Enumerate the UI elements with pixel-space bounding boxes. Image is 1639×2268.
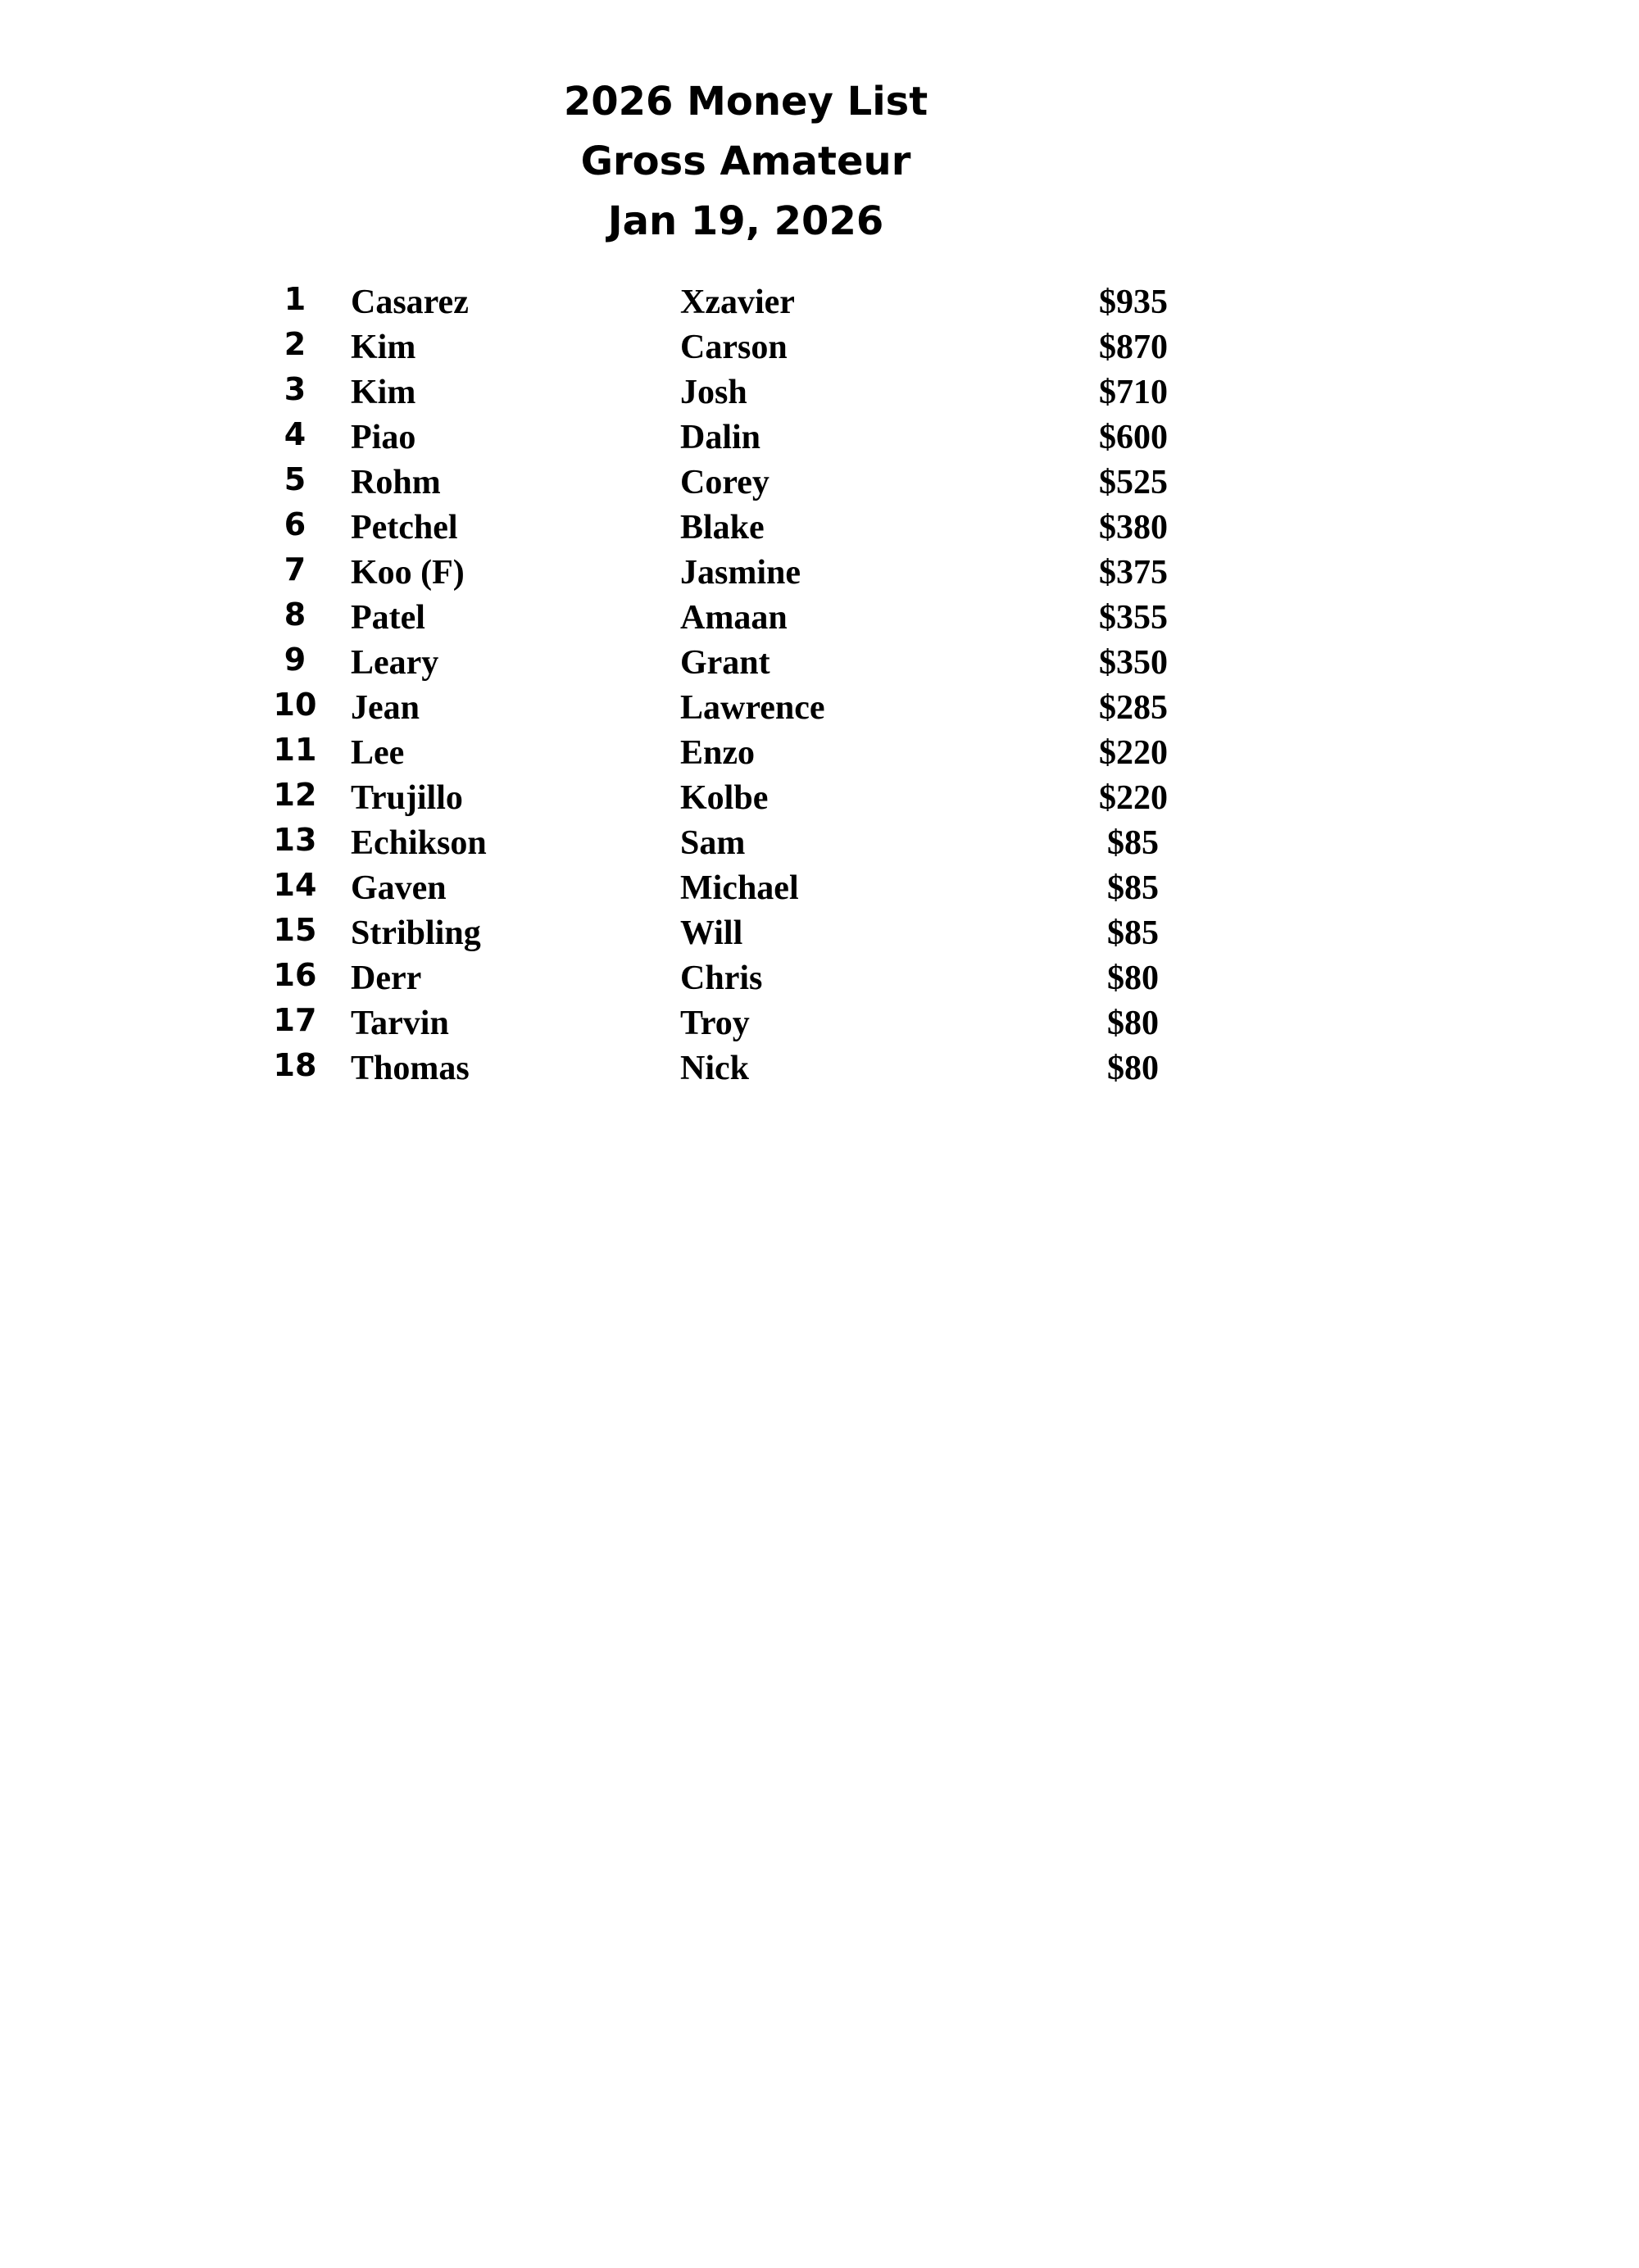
last-name: Jean [351,689,420,727]
list-row [0,412,1639,457]
list-row [0,1043,1639,1088]
last-name: Leary [351,644,439,682]
rank-number: 7 [284,551,306,587]
first-name: Michael [680,869,799,907]
last-name: Petchel [351,509,458,547]
rank-number: 4 [284,416,306,452]
last-name: Lee [351,734,405,772]
rank-number: 14 [273,867,317,903]
first-name: Corey [680,464,770,501]
list-row [0,592,1639,637]
rank-number: 6 [284,506,306,542]
rank-number: 17 [273,1002,317,1038]
first-name: Jasmine [680,554,801,592]
rank-number: 12 [273,777,317,813]
earnings-amount: $350 [1099,644,1168,682]
first-name: Blake [680,509,765,547]
last-name: Kim [351,329,416,366]
last-name: Gaven [351,869,447,907]
list-row [0,773,1639,818]
list-row [0,457,1639,502]
rank-number: 10 [273,687,317,723]
earnings-amount: $380 [1099,509,1168,547]
rank-number: 8 [284,596,306,633]
list-row [0,908,1639,953]
first-name: Lawrence [680,689,825,727]
earnings-amount: $600 [1099,419,1168,456]
earnings-amount: $85 [1107,824,1159,862]
list-row [0,547,1639,592]
list-row [0,863,1639,908]
earnings-amount: $355 [1099,599,1168,637]
last-name: Kim [351,374,416,411]
list-row [0,818,1639,863]
earnings-amount: $80 [1107,1050,1159,1087]
first-name: Will [680,914,743,952]
list-row [0,322,1639,367]
list-row [0,953,1639,998]
first-name: Amaan [680,599,788,637]
last-name: Koo (F) [351,554,465,592]
first-name: Josh [680,374,747,411]
rank-number: 9 [284,642,306,678]
rank-number: 3 [284,371,306,407]
rank-number: 5 [284,461,306,497]
earnings-amount: $80 [1107,1005,1159,1042]
first-name: Chris [680,959,763,997]
last-name: Patel [351,599,425,637]
list-row [0,683,1639,728]
earnings-amount: $935 [1099,284,1168,321]
earnings-amount: $85 [1107,869,1159,907]
first-name: Enzo [680,734,756,772]
earnings-amount: $80 [1107,959,1159,997]
rank-number: 1 [284,281,306,317]
earnings-amount: $220 [1099,734,1168,772]
rank-number: 16 [273,957,317,993]
earnings-amount: $710 [1099,374,1168,411]
list-row [0,998,1639,1043]
earnings-amount: $375 [1099,554,1168,592]
rank-number: 2 [284,326,306,362]
earnings-amount: $85 [1107,914,1159,952]
list-row [0,502,1639,547]
list-row [0,728,1639,773]
rank-number: 18 [273,1047,317,1083]
first-name: Dalin [680,419,761,456]
first-name: Carson [680,329,788,366]
first-name: Troy [680,1005,750,1042]
first-name: Xzavier [680,284,795,321]
header-block [492,72,1000,252]
last-name: Echikson [351,824,487,862]
last-name: Piao [351,419,416,456]
rank-number: 13 [273,822,317,858]
last-name: Casarez [351,284,469,321]
list-row [0,277,1639,322]
last-name: Rohm [351,464,441,501]
rank-number: 15 [273,912,317,948]
earnings-amount: $285 [1099,689,1168,727]
last-name: Tarvin [351,1005,449,1042]
last-name: Thomas [351,1050,470,1087]
page-date: Jan 19, 2026 [607,198,884,244]
last-name: Stribling [351,914,481,952]
first-name: Sam [680,824,746,862]
rank-number: 11 [273,732,317,768]
last-name: Trujillo [351,779,463,817]
first-name: Nick [680,1050,749,1087]
first-name: Kolbe [680,779,769,817]
list-row [0,367,1639,412]
earnings-amount: $220 [1099,779,1168,817]
list-row [0,637,1639,683]
last-name: Derr [351,959,422,997]
earnings-amount: $525 [1099,464,1168,501]
first-name: Grant [680,644,770,682]
page-title: 2026 Money List [563,79,928,125]
page-subtitle: Gross Amateur [580,138,911,184]
earnings-amount: $870 [1099,329,1168,366]
